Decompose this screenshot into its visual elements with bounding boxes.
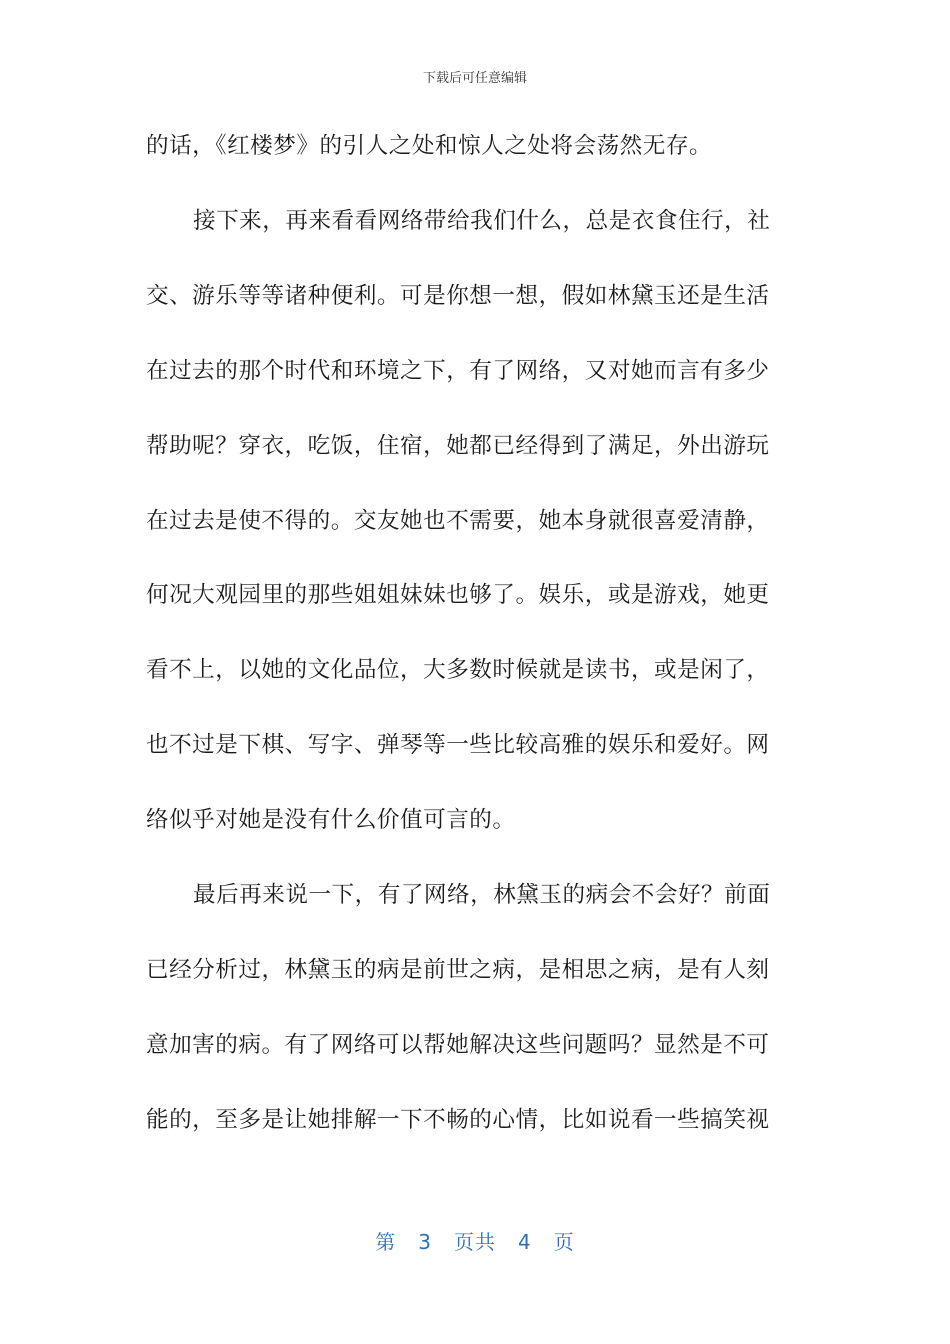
text-line: 何况大观园里的那些姐姐妹妹也够了。娱乐，或是游戏，她更 bbox=[146, 582, 770, 608]
text-line: 看不上，以她的文化品位，大多数时候就是读书，或是闲了， bbox=[146, 657, 770, 683]
paragraph-start-line: 接下来，再来看看网络带给我们什么，总是衣食住行，社 bbox=[193, 208, 771, 234]
footer-middle: 页共 bbox=[454, 1230, 496, 1254]
paragraph-start-line: 最后再来说一下，有了网络，林黛玉的病会不会好？前面 bbox=[193, 882, 771, 908]
text-line: 在过去是使不得的。交友她也不需要，她本身就很喜爱清静， bbox=[146, 508, 770, 534]
text-line: 也不过是下棋、写字、弹琴等一些比较高雅的娱乐和爱好。网 bbox=[146, 732, 770, 758]
text-line: 能的，至多是让她排解一下不畅的心情，比如说看一些搞笑视 bbox=[146, 1107, 770, 1133]
footer-suffix: 页 bbox=[553, 1230, 575, 1254]
text-line: 意加害的病。有了网络可以帮她解决这些问题吗？显然是不可 bbox=[146, 1032, 770, 1058]
text-line: 交、游乐等等诸种便利。可是你想一想，假如林黛玉还是生活 bbox=[146, 283, 770, 309]
page-footer bbox=[0, 1226, 950, 1255]
total-pages-number: 4 bbox=[518, 1230, 532, 1254]
page-header-note: 下载后可任意编辑 bbox=[422, 71, 527, 86]
text-line: 帮助呢？穿衣，吃饭，住宿，她都已经得到了满足，外出游玩 bbox=[146, 433, 770, 459]
current-page-number: 3 bbox=[418, 1230, 432, 1254]
text-line: 在过去的那个时代和环境之下，有了网络，又对她而言有多少 bbox=[146, 358, 770, 384]
footer-prefix: 第 bbox=[375, 1230, 397, 1254]
text-line: 的话，《红楼梦》的引人之处和惊人之处将会荡然无存。 bbox=[146, 133, 713, 159]
text-line: 络似乎对她是没有什么价值可言的。 bbox=[146, 807, 516, 833]
text-line: 已经分析过，林黛玉的病是前世之病，是相思之病，是有人刻 bbox=[146, 957, 770, 983]
